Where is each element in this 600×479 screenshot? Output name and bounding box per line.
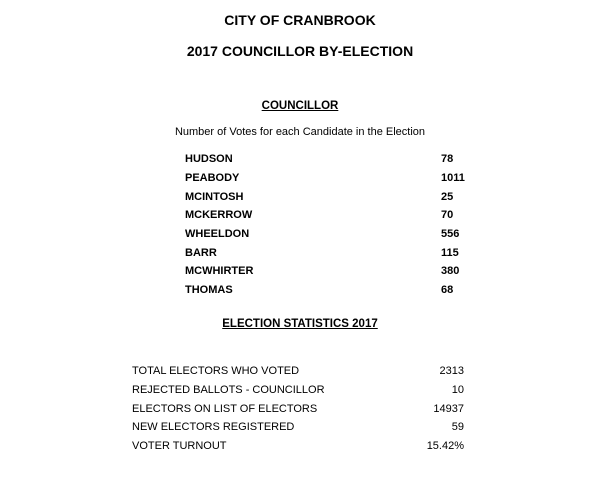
candidate-votes: 25 <box>441 190 454 203</box>
candidate-name: PEABODY <box>185 172 240 185</box>
statistic-value: 15.42% <box>426 440 464 453</box>
candidate-votes: 115 <box>441 246 459 259</box>
table-row <box>132 399 464 418</box>
document-title: CITY OF CRANBROOK <box>224 12 376 28</box>
statistic-label: NEW ELECTORS REGISTERED <box>132 421 295 434</box>
candidate-name: MCINTOSH <box>185 190 244 203</box>
candidate-name: THOMAS <box>185 284 233 297</box>
candidate-votes: 68 <box>441 284 454 297</box>
statistic-value: 10 <box>451 384 464 397</box>
candidate-name: BARR <box>185 246 217 259</box>
table-row <box>185 262 481 281</box>
table-row <box>185 206 481 225</box>
table-row <box>185 225 481 244</box>
table-row <box>132 381 464 400</box>
statistic-value: 2313 <box>439 365 464 378</box>
election-statistics-table <box>132 362 464 455</box>
candidate-votes: 78 <box>441 153 454 166</box>
statistic-label: ELECTORS ON LIST OF ELECTORS <box>132 402 318 415</box>
table-row <box>185 187 481 206</box>
table-row <box>132 437 464 456</box>
statistic-label: TOTAL ELECTORS WHO VOTED <box>132 365 300 378</box>
table-row <box>185 281 481 300</box>
table-row <box>185 150 481 169</box>
table-row <box>185 169 481 188</box>
table-row <box>132 418 464 437</box>
candidate-votes: 70 <box>441 209 454 222</box>
candidate-name: HUDSON <box>185 153 233 166</box>
document-subtitle: 2017 COUNCILLOR BY-ELECTION <box>186 43 414 59</box>
candidate-votes: 380 <box>441 265 460 278</box>
table-row <box>185 243 481 262</box>
table-row <box>132 362 464 381</box>
candidate-votes: 556 <box>441 228 460 241</box>
statistic-label: REJECTED BALLOTS - COUNCILLOR <box>132 384 325 397</box>
candidate-name: WHEELDON <box>185 228 250 241</box>
candidate-name: MCKERROW <box>185 209 253 222</box>
candidate-name: MCWHIRTER <box>185 265 254 278</box>
statistic-label: VOTER TURNOUT <box>132 440 227 453</box>
statistic-value: 59 <box>451 421 464 434</box>
votes-description: Number of Votes for each Candidate in the Election <box>174 126 426 138</box>
candidate-votes: 1011 <box>441 172 465 185</box>
statistics-section-title: ELECTION STATISTICS 2017 <box>222 318 378 330</box>
candidate-votes-table <box>185 150 481 300</box>
councillor-section-title: COUNCILLOR <box>261 100 339 112</box>
statistic-value: 14937 <box>433 402 464 415</box>
